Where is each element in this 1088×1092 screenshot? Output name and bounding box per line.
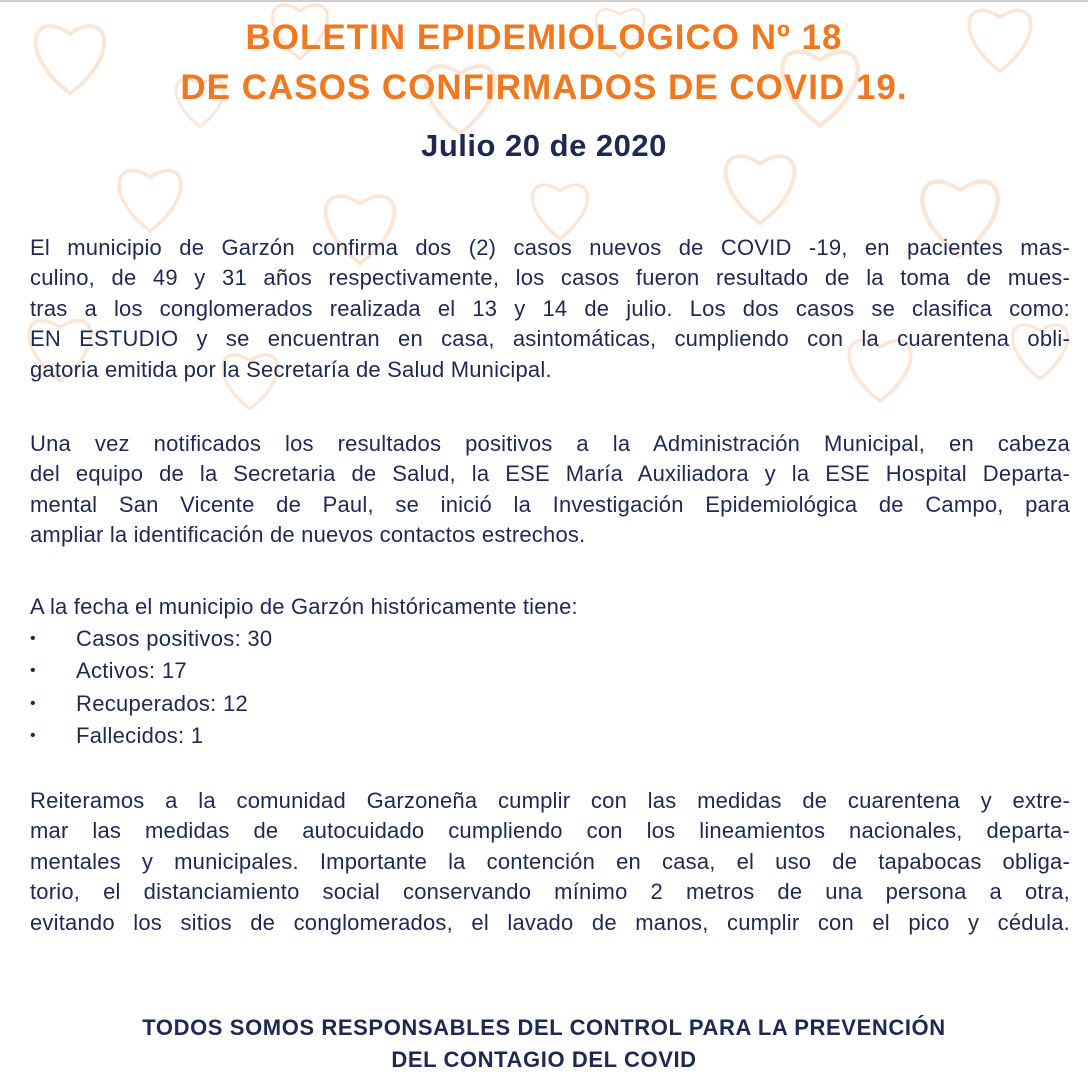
paragraph-line: ampliar la identificación de nuevos contactos estrechos. [30,522,586,548]
paragraph-line: mar las medidas de autocuidado cumpliendo con los lineamientos nacionales, departa- [30,818,1070,844]
bullet-icon: • [30,694,36,712]
stats-list [30,623,630,753]
bullet-icon: • [30,727,36,745]
stats-intro [30,592,1070,622]
paragraph-line: Una vez notificados los resultados positivos a la Administración Municipal, en cabeza [30,431,1070,456]
footer-slogan-line-2: DEL CONTAGIO DEL COVID [391,1047,697,1072]
paragraph-line: evitando los sitios de conglomerados, el lavado de manos, cumplir con el pico y cédula. [30,909,1070,935]
stat-active-cases: Activos: 17 [76,658,187,684]
stats-intro-text: A la fecha el municipio de Garzón históricamente tiene: [30,594,578,619]
bulletin-title-line-1: BOLETIN EPIDEMIOLOGICO Nº 18 [245,18,843,57]
paragraph-line: culino, de 49 y 31 años respectivamente, los casos fueron resultado de la toma de mues- [30,265,1070,291]
paragraph-investigation [30,429,1070,551]
bulletin-title-line-2: DE CASOS CONFIRMADOS DE COVID 19. [180,68,908,107]
paragraph-line: EN ESTUDIO y se encuentran en casa, asintomáticas, cumpliendo con la cuarentena obli- [30,326,1070,352]
paragraph-line: tras a los conglomerados realizada el 13 y 14 de julio. Los dos casos se clasifica como: [30,295,1070,321]
bullet-icon: • [30,662,36,680]
list-item [30,688,630,720]
list-item [30,655,630,687]
paragraph-line: El municipio de Garzón confirma dos (2) casos nuevos de COVID -19, en pacientes mas- [30,235,1070,260]
paragraph-line: del equipo de la Secretaria de Salud, la ESE María Auxiliadora y la ESE Hospital Departa- [30,461,1070,487]
paragraph-recommendations [30,786,1070,938]
bulletin-date: Julio 20 de 2020 [421,128,667,163]
stat-recovered: Recuperados: 12 [76,690,249,716]
paragraph-line: mentales y municipales. Importante la contención en casa, el uso de tapabocas obliga- [30,848,1070,874]
list-item [30,623,630,655]
paragraph-new-cases [30,233,1070,385]
footer-slogan-line-1: TODOS SOMOS RESPONSABLES DEL CONTROL PARA LA PREVENCIÓN [142,1015,946,1040]
paragraph-line: Reiteramos a la comunidad Garzoneña cumplir con las medidas de cuarentena y extre- [30,788,1070,813]
paragraph-line: mental San Vicente de Paul, se inició la Investigación Epidemiológica de Campo, para [30,491,1070,517]
stat-positive-cases: Casos positivos: 30 [76,626,273,651]
stat-deceased: Fallecidos: 1 [76,723,204,749]
bullet-icon: • [30,630,36,647]
paragraph-line: gatoria emitida por la Secretaría de Salud Municipal. [30,356,552,382]
list-item [30,720,630,752]
paragraph-line: torio, el distanciamiento social conservando mínimo 2 metros de una persona a otra, [30,879,1070,905]
